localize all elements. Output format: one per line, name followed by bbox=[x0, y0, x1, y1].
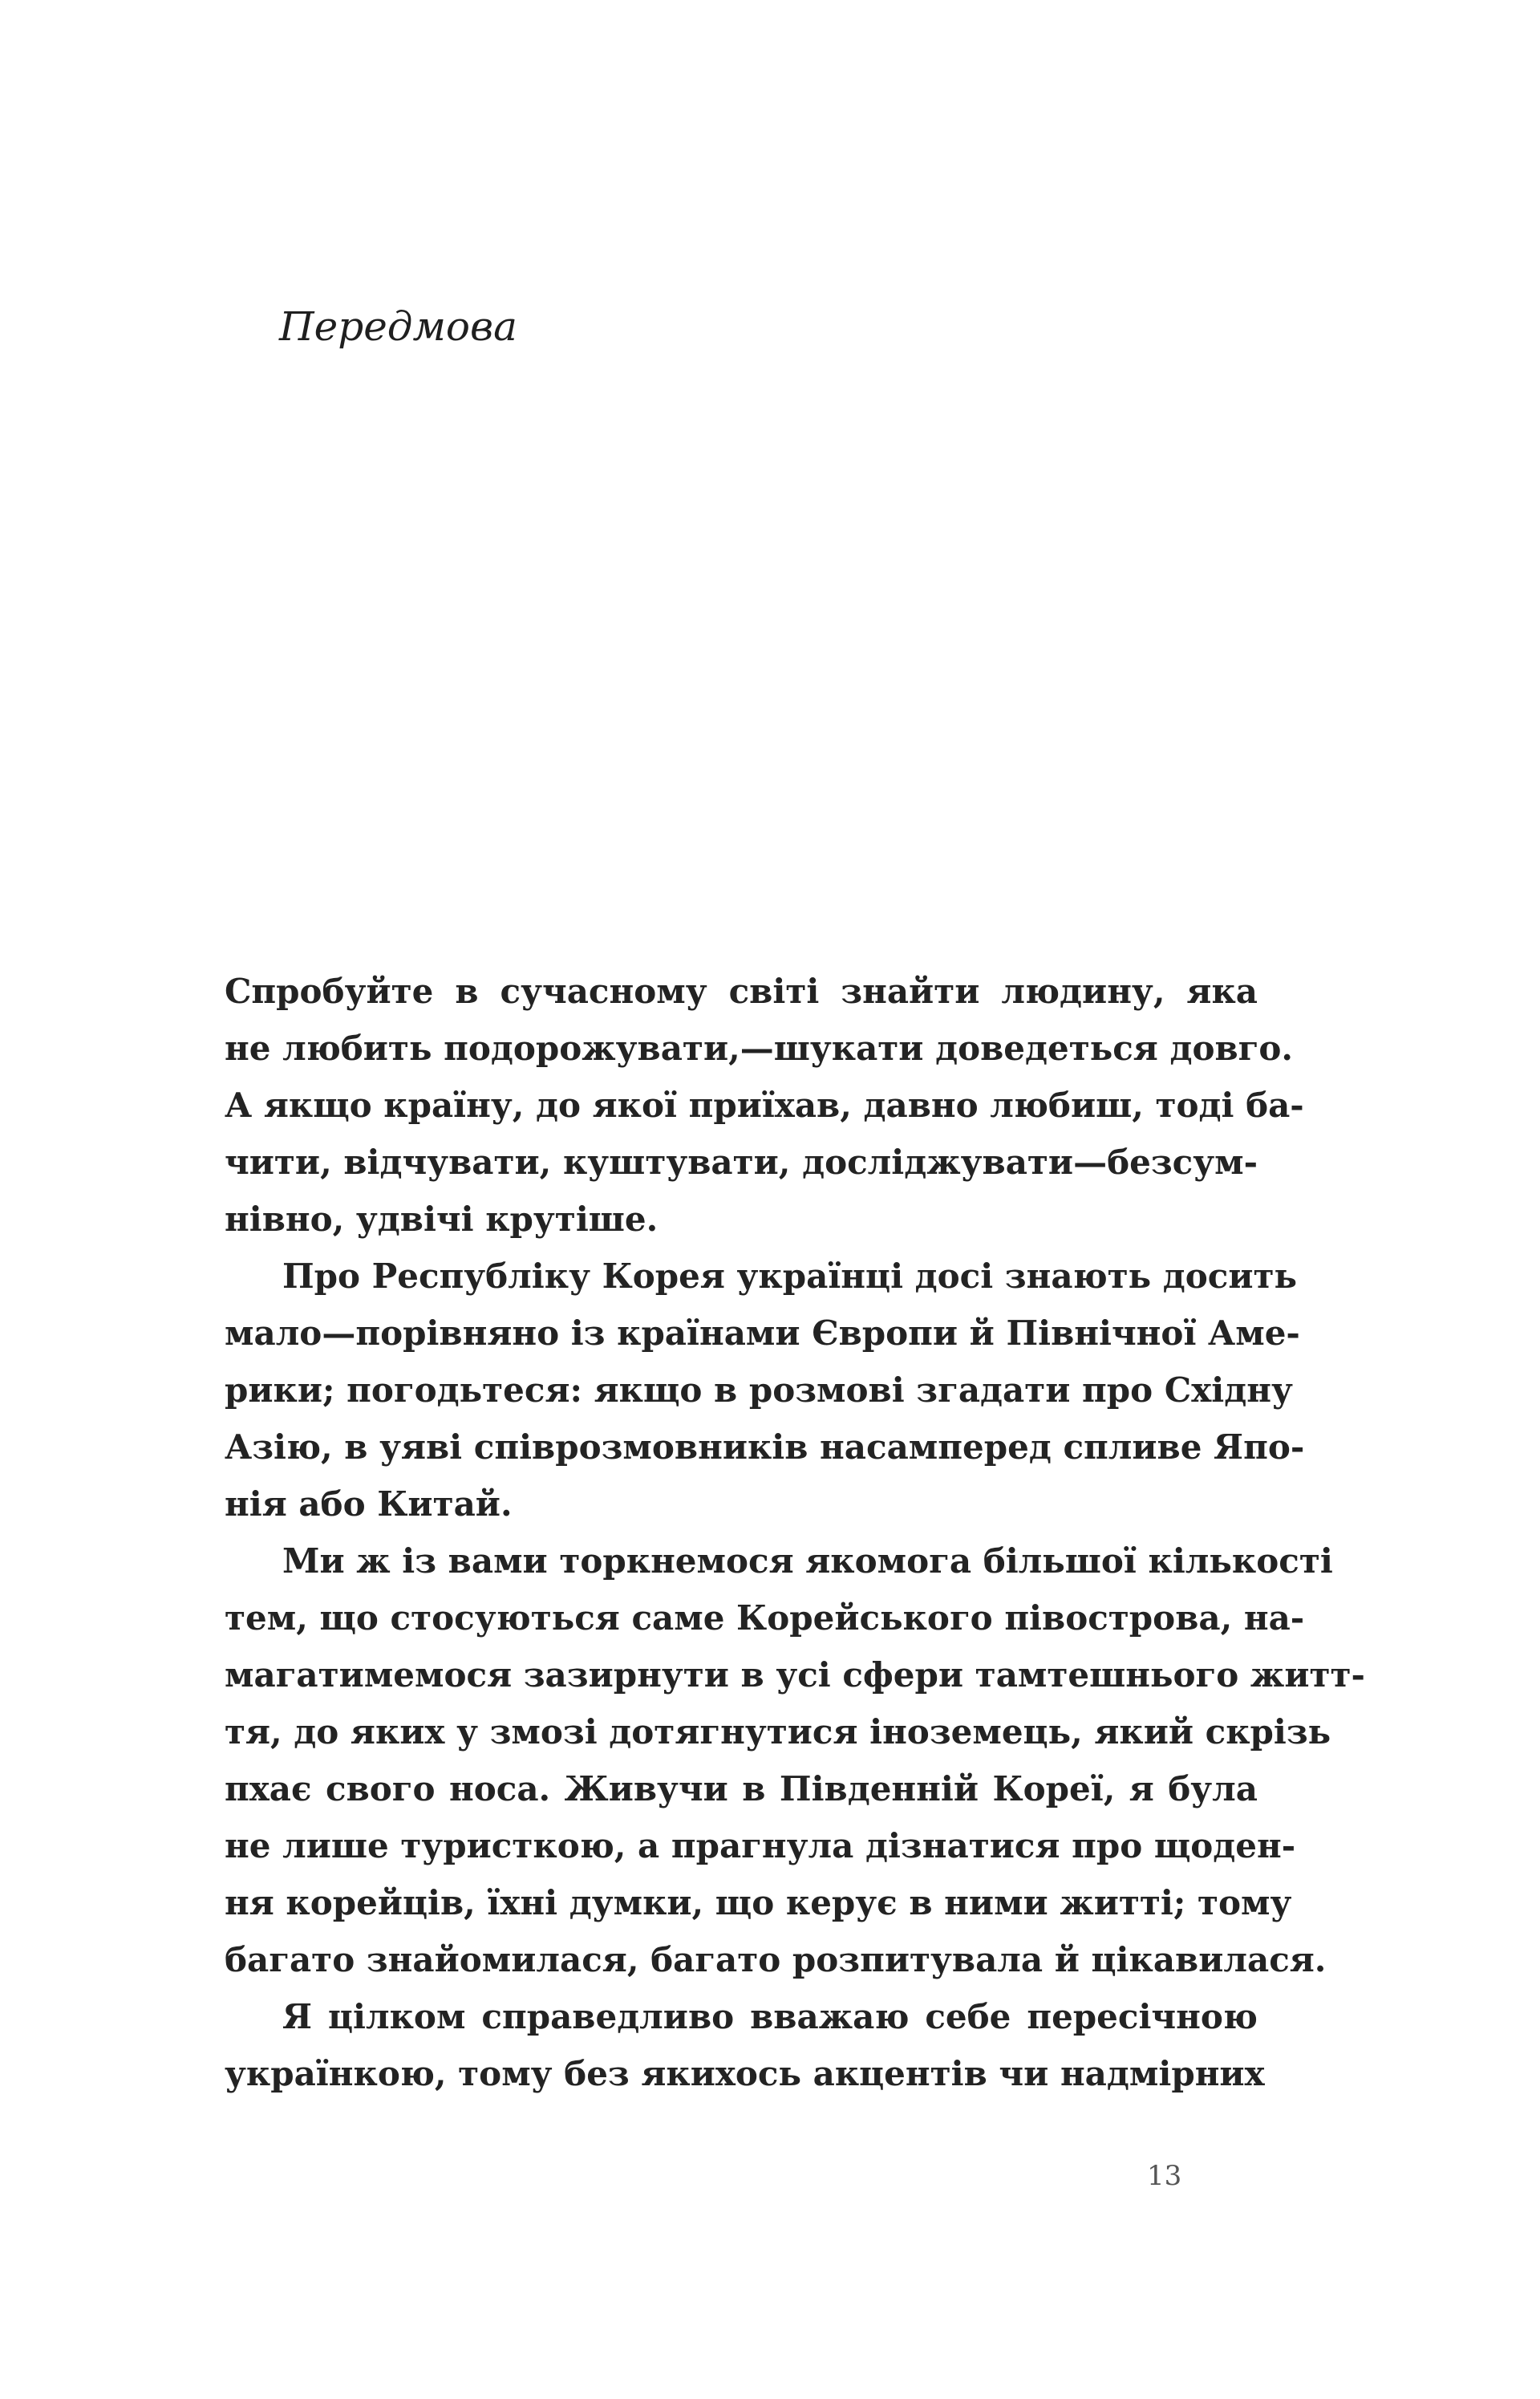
text-line: нівно, удвічі крутіше. bbox=[225, 1200, 659, 1239]
page-number: 13 bbox=[1147, 2160, 1182, 2192]
text-line: Про Республіку Корея українці досі знають досить bbox=[282, 1256, 1298, 1296]
body-text bbox=[225, 963, 1365, 2102]
text-line: нія або Китай. bbox=[225, 1484, 513, 1524]
text-line: А якщо країну, до якої приїхав, давно любиш, тоді ба- bbox=[225, 1086, 1304, 1125]
text-line: Спробуйте в сучасному світі знайти людину, яка bbox=[225, 972, 1258, 1011]
text-line: не любить подорожувати,—шукати доведеться довго. bbox=[225, 1029, 1294, 1068]
text-line: Я цілком справедливо вважаю себе пересічною bbox=[282, 1997, 1258, 2036]
text-line: рики; погодьтеся: якщо в розмові згадати про Східну bbox=[225, 1370, 1293, 1410]
text-line: Азію, в уяві співрозмовників насамперед спливе Япо- bbox=[225, 1427, 1305, 1467]
text-line: мало—порівняно із країнами Європи й Північної Аме- bbox=[225, 1313, 1300, 1353]
text-line: тя, до яких у змозі дотягнутися іноземець, який скрізь bbox=[225, 1712, 1331, 1752]
text-line: чити, відчувати, куштувати, досліджувати—безсум- bbox=[225, 1143, 1258, 1182]
text-line: пхає свого носа. Живучи в Південній Кореї, я була bbox=[225, 1769, 1258, 1808]
text-line: українкою, тому без якихось акцентів чи надмірних bbox=[225, 2054, 1265, 2093]
text-line: Ми ж із вами торкнемося якомога більшої кількості bbox=[282, 1541, 1333, 1581]
chapter-title: Передмова bbox=[279, 303, 517, 350]
text-line: не лише туристкою, а прагнула дізнатися про щоден- bbox=[225, 1826, 1296, 1865]
text-line: тем, що стосуються саме Корейського півострова, на- bbox=[225, 1598, 1305, 1638]
text-line: багато знайомилася, багато розпитувала й цікавилася. bbox=[225, 1940, 1327, 1979]
text-line: ня корейців, їхні думки, що керує в ними житті; тому bbox=[225, 1883, 1292, 1922]
text-line: магатимемося зазирнути в усі сфери тамтешнього житт- bbox=[225, 1655, 1365, 1695]
